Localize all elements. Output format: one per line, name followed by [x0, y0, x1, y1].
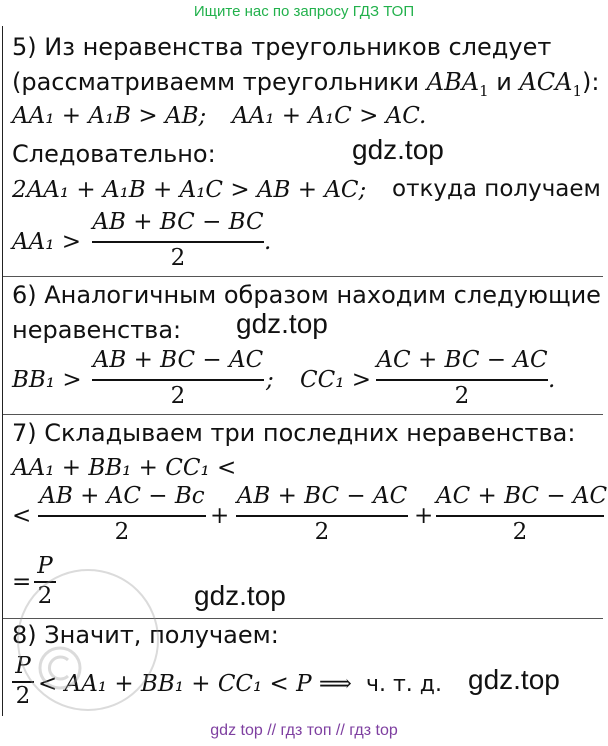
fraction-term-3	[436, 482, 608, 548]
whence-label: откуда получаем	[392, 176, 601, 202]
fraction-numerator: P	[15, 653, 31, 679]
step6-heading: 6) Аналогичным образом находим следующие	[12, 281, 601, 309]
fraction-bar	[38, 515, 206, 517]
fraction-numerator: AB + BC − BC	[92, 209, 264, 235]
triangle-aba1: $ABA_1$	[426, 68, 489, 100]
sum-inequality: 2AA₁ + A₁B + A₁C > AB + AC;	[12, 177, 367, 203]
fraction-numerator: AC + BC − AC	[436, 483, 608, 509]
fraction-bb1	[92, 346, 264, 412]
plus-sign: +	[414, 503, 434, 529]
fraction-denominator: 2	[454, 383, 470, 409]
fraction-bar	[376, 379, 548, 381]
fraction-bar	[92, 241, 264, 243]
fraction-bar	[436, 515, 604, 517]
cc1-lhs: CC₁ >	[300, 367, 371, 393]
fraction-numerator: AC + BC − AC	[376, 347, 548, 373]
less-than-sign: <	[12, 503, 32, 529]
fraction-denominator: 2	[114, 519, 130, 545]
step5-heading: 5) Из неравенства треугольников следует	[12, 33, 552, 61]
semicolon: ;	[266, 367, 274, 393]
aa1-lhs: AA₁ >	[12, 229, 82, 255]
inequality-aa1-a1c: AA₁ + A₁C > AC.	[232, 103, 427, 129]
bb1-lhs: BB₁ >	[12, 367, 82, 393]
watermark-gdz-top: gdz.top	[236, 308, 328, 339]
divider	[3, 276, 603, 277]
fraction-denominator: 2	[15, 683, 31, 709]
reshak-seal-watermark	[8, 560, 168, 720]
fraction-term-1	[38, 482, 206, 548]
triangle-aca1: $ACA_1$	[519, 68, 583, 100]
equals-sign: =	[12, 569, 32, 595]
fraction-denominator: 2	[37, 583, 53, 609]
step5-triangles-line	[12, 67, 600, 106]
watermark-gdz-top: gdz.top	[352, 134, 444, 165]
final-inequality: < AA₁ + BB₁ + CC₁ < P ⟹	[38, 671, 352, 697]
bottom-footer[interactable]: gdz top // гдз топ // гдз top	[210, 722, 398, 739]
step5-triangles-text: (рассматриваемм треугольники	[12, 68, 427, 96]
fraction-denominator: 2	[170, 245, 186, 271]
fraction-denominator: 2	[314, 519, 330, 545]
watermark-gdz-top: gdz.top	[468, 664, 560, 695]
period: .	[548, 367, 556, 393]
and-word: и	[488, 68, 520, 96]
fraction-numerator: AB + BC − AC	[92, 347, 264, 373]
step7-heading: 7) Складываем три последних неравенства:	[12, 419, 576, 447]
fraction-denominator: 2	[170, 383, 186, 409]
divider	[3, 414, 603, 415]
period: .	[264, 229, 272, 255]
top-banner[interactable]: Ищите нас по запросу ГДЗ ТОП	[193, 3, 415, 20]
fraction-aa1	[92, 208, 264, 274]
qed-label: ч. т. д.	[366, 672, 442, 697]
watermark-gdz-top: gdz.top	[194, 580, 286, 611]
fraction-term-2	[236, 482, 408, 548]
fraction-denominator: 2	[512, 519, 528, 545]
step6-inequalities-label: неравенства:	[12, 316, 182, 344]
fraction-bar	[92, 379, 264, 381]
plus-sign: +	[210, 503, 230, 529]
fraction-cc1	[376, 346, 548, 412]
line-end: ):	[582, 68, 600, 96]
consequently-label: Следовательно:	[12, 140, 216, 168]
fraction-bar	[236, 515, 408, 517]
inequality-aa1-a1b: AA₁ + A₁B > AB;	[12, 103, 207, 129]
fraction-numerator: AB + AC − Bc	[39, 483, 205, 509]
left-margin-line	[2, 26, 3, 716]
step8-heading: 8) Значит, получаем:	[12, 621, 279, 649]
fraction-numerator: AB + BC − AC	[236, 483, 408, 509]
fraction-numerator: P	[37, 553, 53, 579]
sum-lhs: AA₁ + BB₁ + CC₁ <	[12, 455, 237, 481]
